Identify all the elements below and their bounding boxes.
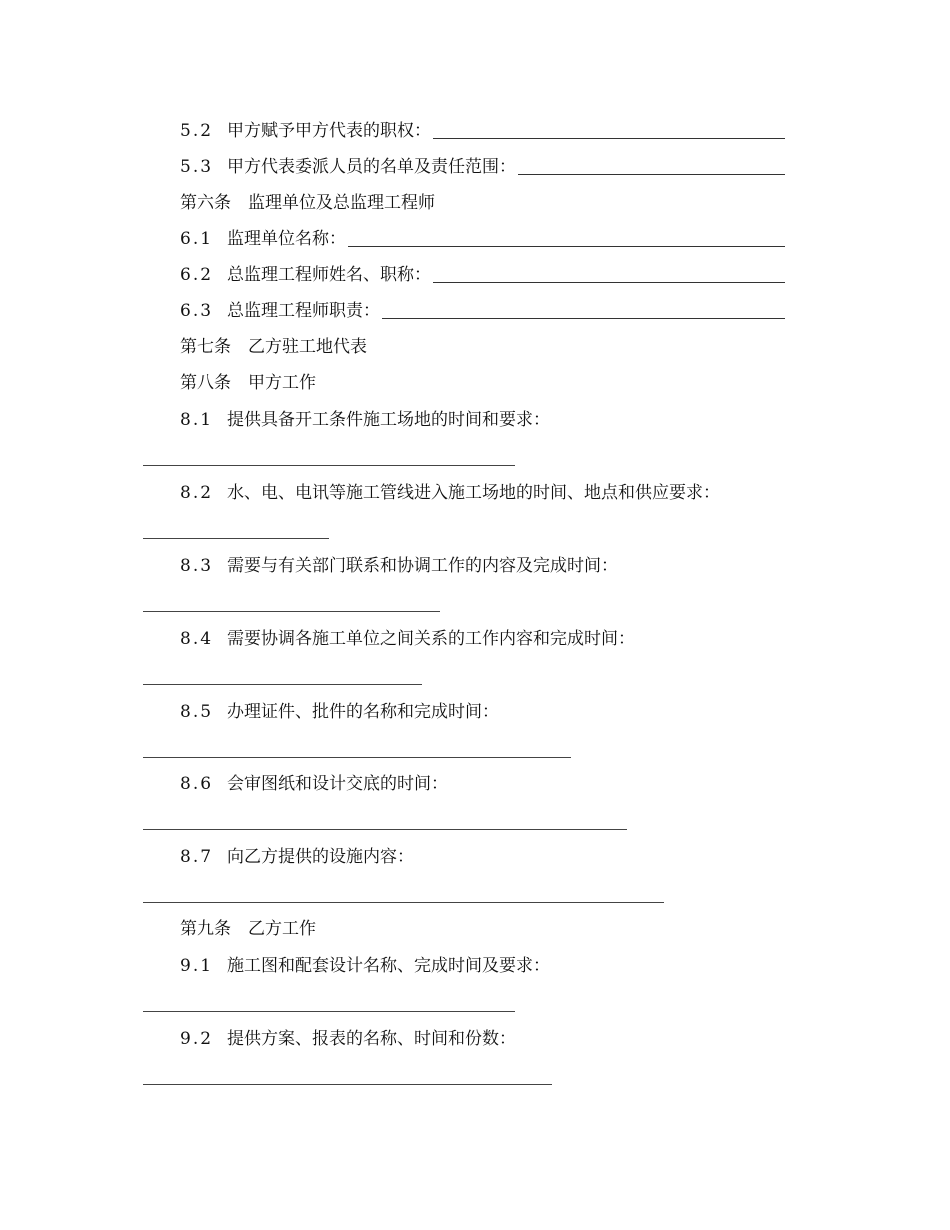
article-heading: 第九条 乙方工作 bbox=[180, 919, 316, 939]
clause-number: 8.6 bbox=[180, 774, 214, 794]
clause-number: 6.1 bbox=[180, 229, 214, 249]
clause-9-1 bbox=[180, 954, 785, 978]
clause-number: 6.3 bbox=[180, 301, 214, 321]
article-8-heading bbox=[180, 371, 785, 395]
article-heading: 第八条 甲方工作 bbox=[180, 373, 316, 393]
clause-number: 8.4 bbox=[180, 629, 214, 649]
clause-text: 办理证件、批件的名称和完成时间： bbox=[227, 702, 499, 722]
clause-text: 总监理工程师职责： bbox=[227, 301, 380, 321]
clause-text: 提供方案、报表的名称、时间和份数： bbox=[227, 1029, 516, 1049]
fill-in-blank[interactable] bbox=[433, 137, 785, 139]
fill-in-blank[interactable] bbox=[143, 829, 627, 830]
fill-in-blank[interactable] bbox=[143, 1084, 552, 1085]
clause-number: 8.7 bbox=[180, 847, 214, 867]
clause-text: 监理单位名称： bbox=[227, 229, 346, 249]
article-6-heading bbox=[180, 191, 785, 215]
clause-text: 施工图和配套设计名称、完成时间及要求： bbox=[227, 956, 550, 976]
clause-8-7 bbox=[180, 845, 785, 869]
clause-number: 5.3 bbox=[180, 157, 214, 177]
article-heading: 第七条 乙方驻工地代表 bbox=[180, 337, 367, 357]
clause-8-2 bbox=[180, 481, 785, 505]
clause-8-6 bbox=[180, 772, 785, 796]
fill-in-blank[interactable] bbox=[348, 245, 785, 247]
fill-in-blank[interactable] bbox=[143, 465, 515, 466]
fill-in-blank[interactable] bbox=[143, 611, 440, 612]
clause-number: 6.2 bbox=[180, 265, 214, 285]
clause-number: 8.1 bbox=[180, 410, 214, 430]
fill-in-blank[interactable] bbox=[143, 902, 664, 903]
clause-text: 提供具备开工条件施工场地的时间和要求： bbox=[227, 410, 550, 430]
clause-text: 向乙方提供的设施内容： bbox=[227, 847, 414, 867]
clause-5-3 bbox=[180, 155, 785, 179]
clause-8-4 bbox=[180, 627, 785, 651]
fill-in-blank[interactable] bbox=[433, 281, 785, 283]
clause-6-2 bbox=[180, 263, 785, 287]
clause-number: 9.2 bbox=[180, 1029, 214, 1049]
clause-number: 9.1 bbox=[180, 956, 214, 976]
clause-8-1 bbox=[180, 408, 785, 432]
clause-9-2 bbox=[180, 1027, 785, 1051]
clause-6-3 bbox=[180, 299, 785, 323]
clause-text: 总监理工程师姓名、职称： bbox=[227, 265, 431, 285]
fill-in-blank[interactable] bbox=[143, 1011, 515, 1012]
clause-text: 甲方赋予甲方代表的职权： bbox=[227, 121, 431, 141]
clause-5-2 bbox=[180, 119, 785, 143]
clause-text: 需要与有关部门联系和协调工作的内容及完成时间： bbox=[227, 556, 618, 576]
clause-8-3 bbox=[180, 554, 785, 578]
clause-text: 会审图纸和设计交底的时间： bbox=[227, 774, 448, 794]
article-heading: 第六条 监理单位及总监理工程师 bbox=[180, 193, 435, 213]
clause-6-1 bbox=[180, 227, 785, 251]
fill-in-blank[interactable] bbox=[518, 173, 785, 175]
fill-in-blank[interactable] bbox=[143, 684, 422, 685]
clause-number: 8.2 bbox=[180, 483, 214, 503]
clause-number: 5.2 bbox=[180, 121, 214, 141]
article-7-heading bbox=[180, 335, 785, 359]
fill-in-blank[interactable] bbox=[143, 538, 329, 539]
clause-text: 需要协调各施工单位之间关系的工作内容和完成时间： bbox=[227, 629, 635, 649]
clause-number: 8.3 bbox=[180, 556, 214, 576]
article-9-heading bbox=[180, 917, 785, 941]
fill-in-blank[interactable] bbox=[382, 317, 785, 319]
fill-in-blank[interactable] bbox=[143, 757, 571, 758]
clause-text: 甲方代表委派人员的名单及责任范围： bbox=[227, 157, 516, 177]
clause-8-5 bbox=[180, 700, 785, 724]
clause-text: 水、电、电讯等施工管线进入施工场地的时间、地点和供应要求： bbox=[227, 483, 720, 503]
clause-number: 8.5 bbox=[180, 702, 214, 722]
